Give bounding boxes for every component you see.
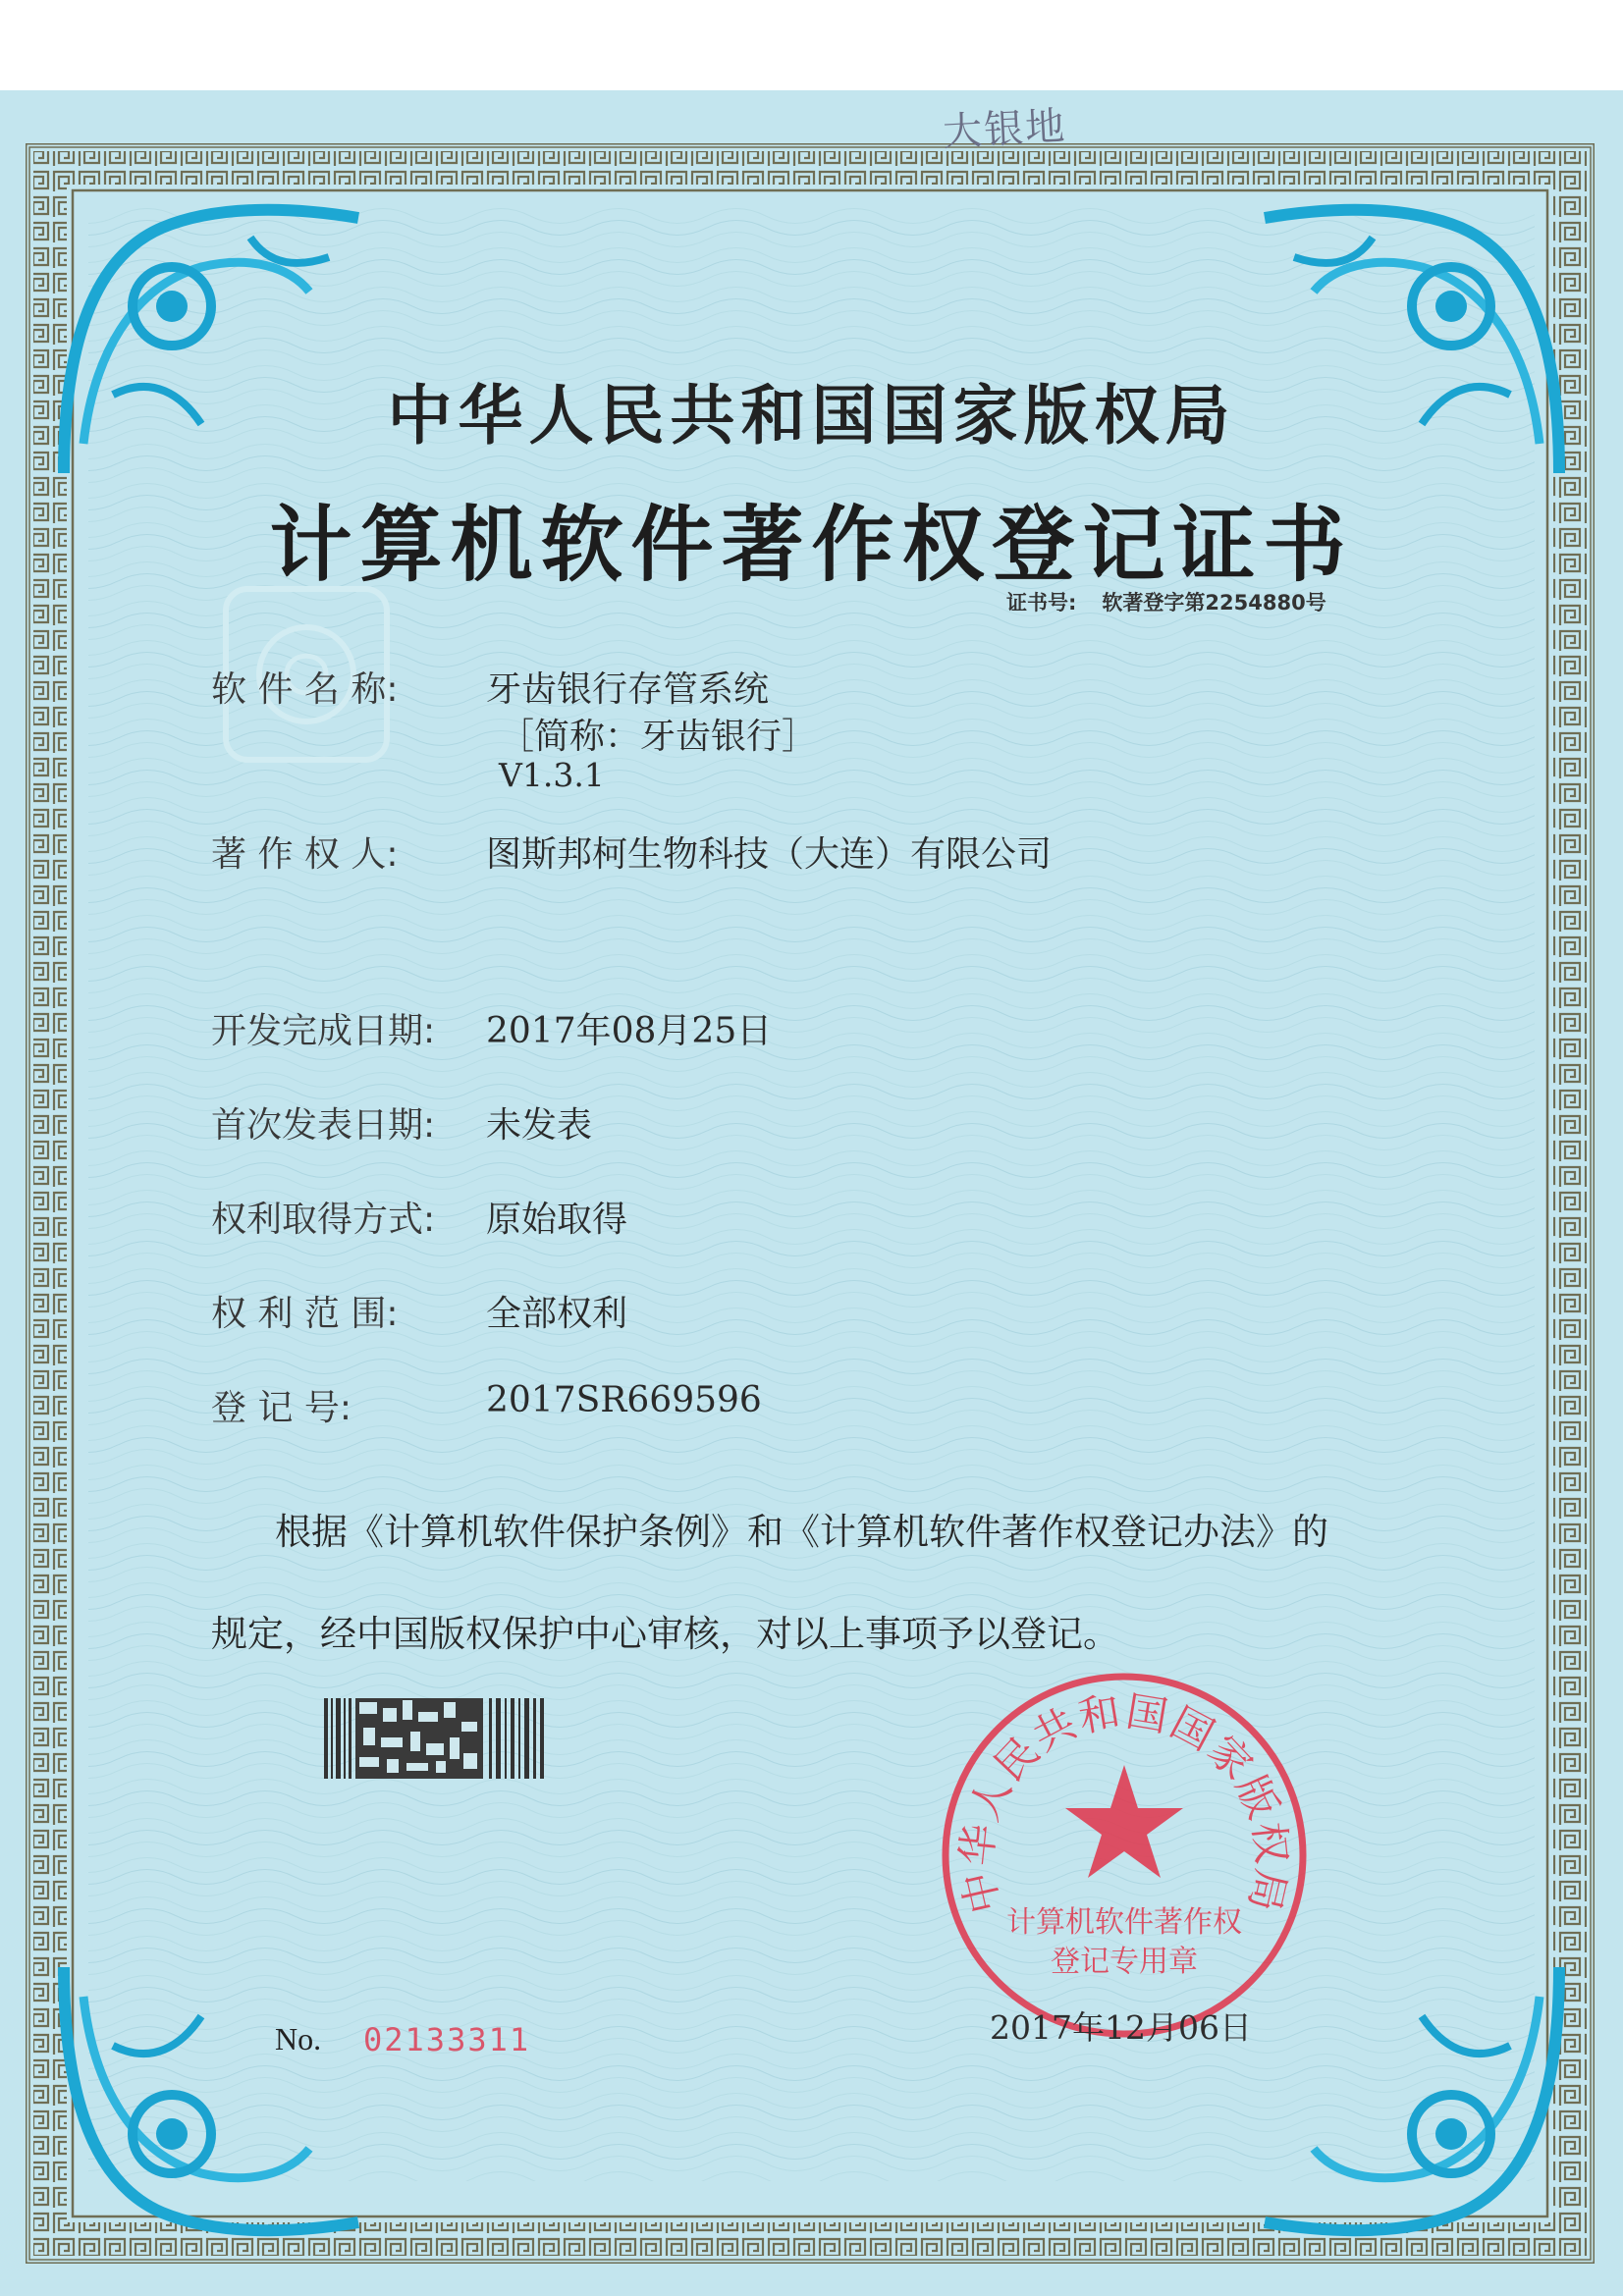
completion-date-value: 2017年08月25日: [486, 1011, 773, 1051]
statement-line-1: 根据《计算机软件保护条例》和《计算机软件著作权登记办法》的: [275, 1511, 1328, 1553]
seal-inner-line-2: 登记专用章: [1051, 1945, 1198, 1979]
completion-date-label: 开发完成日期:: [211, 1011, 436, 1051]
seal-outer-text: 中华人民共和国国家版权局: [951, 1686, 1297, 1918]
acquisition-method-label: 权利取得方式:: [211, 1200, 436, 1240]
software-name-row: [211, 662, 769, 712]
handwritten-note: 大银地: [942, 103, 1068, 156]
star-icon: [1065, 1765, 1183, 1878]
acquisition-method-row: [211, 1192, 627, 1242]
rights-scope-row: [211, 1286, 627, 1336]
acquisition-method-value: 原始取得: [486, 1200, 628, 1240]
registration-number-label: 登 记 号:: [211, 1388, 352, 1428]
certificate-number: [1006, 587, 1352, 616]
rights-scope-label: 权 利 范 围:: [211, 1294, 399, 1334]
corner-ornament-bottom-left: [54, 1957, 368, 2242]
certificate-number-label: 证书号:: [1006, 591, 1077, 614]
software-name-label: 软 件 名 称:: [211, 669, 399, 710]
certificate-number-value: 软著登字第2254880号: [1102, 591, 1326, 614]
registration-number-value: 2017SR669596: [486, 1380, 762, 1420]
first-publish-date-row: [211, 1097, 592, 1148]
completion-date-row: [211, 1003, 772, 1053]
registration-number-row: [211, 1380, 762, 1430]
software-abbreviation: ［简称：牙齿银行］: [499, 717, 818, 757]
statement-line-2: 规定，经中国版权保护中心审核，对以上事项予以登记。: [211, 1613, 1119, 1655]
seal-inner-line-1: 计算机软件著作权: [1006, 1905, 1242, 1940]
copyright-owner-value: 图斯邦柯生物科技（大连）有限公司: [486, 834, 1053, 875]
barcode: [324, 1698, 550, 1779]
software-version: V1.3.1: [499, 756, 605, 794]
first-publish-date-value: 未发表: [486, 1105, 593, 1146]
official-seal: [938, 1669, 1311, 2042]
copyright-owner-row: [211, 827, 1052, 877]
serial-label: No.: [275, 2021, 322, 2056]
serial-number: 02133311: [363, 2021, 531, 2058]
copyright-owner-label: 著 作 权 人:: [211, 834, 399, 875]
software-name-value: 牙齿银行存管系统: [486, 669, 770, 710]
issuer-title: 中华人民共和国国家版权局: [387, 378, 1236, 454]
issue-date: 2017年12月06日: [990, 2008, 1252, 2047]
rights-scope-value: 全部权利: [486, 1294, 628, 1334]
certificate-title: 计算机软件著作权登记证书: [269, 497, 1354, 593]
first-publish-date-label: 首次发表日期:: [211, 1105, 436, 1146]
